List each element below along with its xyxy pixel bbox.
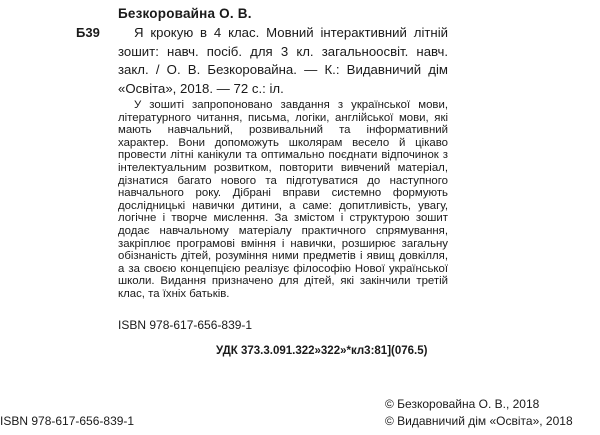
author-heading: Безкоровайна О. В.	[118, 6, 252, 21]
copyright-author: © Безкоровайна О. В., 2018	[385, 397, 540, 411]
udk-code: УДК 373.3.091.322»322»*кл3:81](076.5)	[216, 345, 428, 357]
classification-code: Б39	[76, 25, 100, 40]
isbn-main: ISBN 978-617-656-839-1	[118, 318, 253, 332]
isbn-footer: ISBN 978-617-656-839-1	[0, 414, 135, 428]
copyright-publisher: © Видавничий дім «Освіта», 2018	[385, 414, 573, 428]
bibliographic-record: Я крокую в 4 клас. Мовний інтерактивний літній зошит: навч. посіб. для 3 кл. загальноосвіт. навч. закл. / О. В. Безкоровайна. — К.: Видавничий дім «Освіта», 2018. — 72 с.: іл.	[118, 25, 448, 96]
annotation-paragraph: У зошиті запропоновано завдання з української мови, літературного читання, письма, логіки, англійської мови, які мають навчальний, розвивальний та інформативний характер. Вони допоможуть школярам весело й цікаво провести літні канікули та оптимально поєднати відпочинок з інтелектуальним розвитком, повторити вивчений матеріал, дізнатися багато нового та підготуватися до наступного навчального року. Дібрані вправи системно формують дослідницькі навички дитини, а саме: допитливість, увагу, логічне і творче мислення. За змістом і структурою зошит додає навчальному матеріалу практичного спрямування, закріплює програмові вміння і навички, розширює загальну обізнаність дітей, розуміння ними предметів і явищ довкілля, а за своєю концепцією реалізує філософію Нової української школи. Видання призначено для дітей, які закінчили третій клас, та їхніх батьків.	[118, 99, 448, 300]
